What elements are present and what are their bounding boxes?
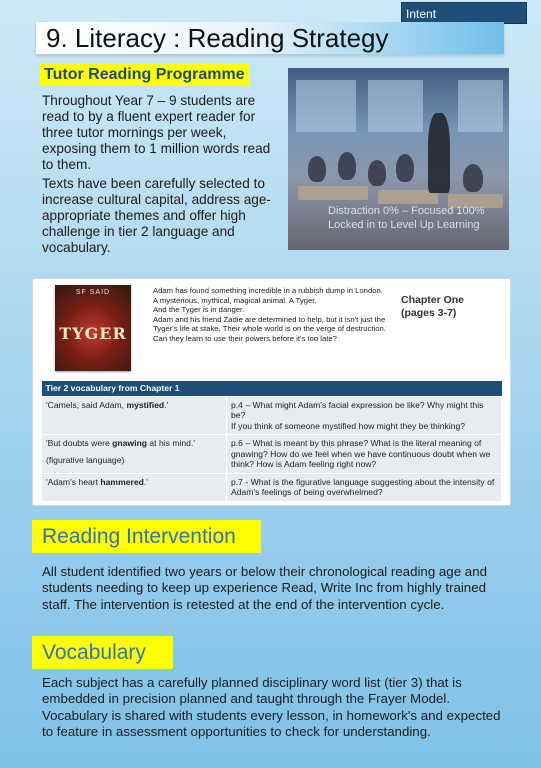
classroom-photo	[288, 68, 509, 250]
book-cover: SF SAID TYGER	[55, 285, 131, 371]
book-panel	[32, 278, 511, 506]
reading-intervention-heading: Reading Intervention	[32, 520, 261, 553]
book-blurb: Adam has found something incredible in a rubbish dump in London. A mysterious, mythical, magical animal. A Tyger. And the Tyger is in danger. Adam and his friend Zadie are determined to help, but it isn't just the Tyger's life at stake. Their whole world is on the verge of destruction. Can they learn to use their powers before it's too late?	[153, 286, 386, 343]
intent-tab[interactable]: Intent	[401, 2, 527, 24]
vocabulary-table	[41, 381, 502, 502]
page-title: 9. Literacy : Reading Strategy	[46, 23, 389, 53]
vocabulary-heading: Vocabulary	[32, 636, 173, 669]
photo-caption: Distraction 0% – Focused 100% Locked in to Level Up Learning	[328, 205, 485, 231]
table-header: Tier 2 vocabulary from Chapter 1	[42, 381, 502, 396]
table-row: 'Adam's heart hammered.' p.7 - What is the figurative language suggesting about the intensity of Adam's feelings of being overwhelmed?	[42, 473, 502, 501]
tutor-paragraph-2: Texts have been carefully selected to increase cultural capital, address age-appropriate themes and offer high challenge in tier 2 language and vocabulary.	[42, 176, 271, 255]
table-row: 'Camels, said Adam, mystified.' p.4 – What might Adam's facial expression be like? Why might this be? If you think of someone mystified how might they be thinking?	[42, 396, 502, 435]
title-banner	[36, 22, 504, 54]
intervention-paragraph: All student identified two years or below their chronological reading age and students needing to keep up experience Read, Write Inc from highly trained staff. The intervention is retested at the end of the intervention cycle.	[42, 564, 487, 612]
table-row: 'But doubts were gnawing at his mind.' (figurative language) p.6 – What is meant by this phrase? What is the literal meaning of gnawing? How do we feel when we have continuous doubt when we think? How is Adam feeling right now?	[42, 435, 502, 474]
chapter-label: Chapter One (pages 3-7)	[401, 294, 465, 319]
vocabulary-paragraph: Each subject has a carefully planned disciplinary word list (tier 3) that is embedded in precision planned and taught through the Frayer Model. Vocabulary is shared with students every lesson, in homework's and expected to feature in assessment opportunities to check for understanding.	[42, 675, 501, 739]
tutor-reading-heading: Tutor Reading Programme	[40, 64, 249, 86]
tutor-paragraph-1: Throughout Year 7 – 9 students are read to by a fluent expert reader for three tutor mornings per week, exposing them to 1 million words read to them.	[42, 93, 271, 172]
